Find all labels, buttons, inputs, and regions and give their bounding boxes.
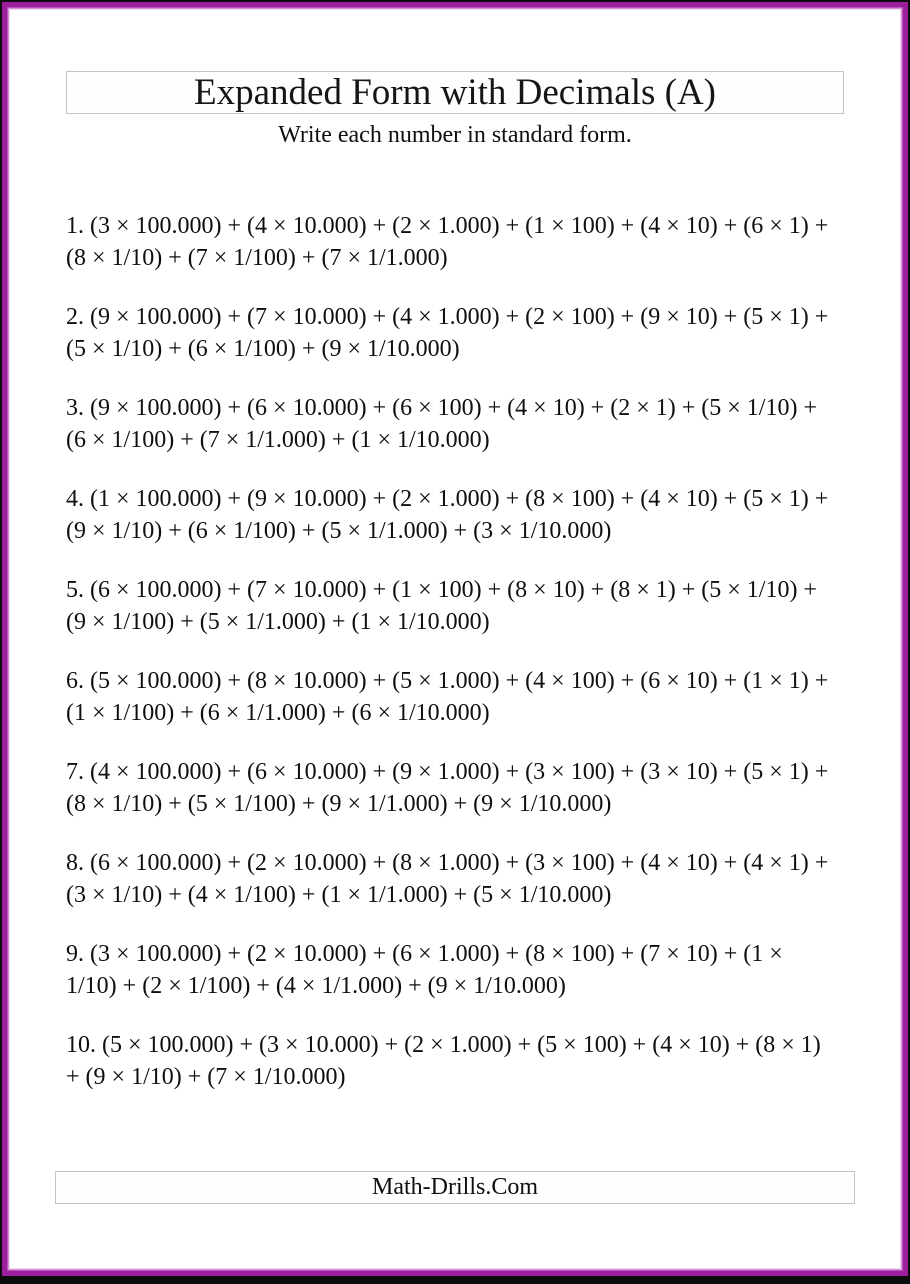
problem-5 — [66, 574, 858, 638]
problem-3 — [66, 392, 858, 456]
problem-line: 1/10) + (2 × 1/100) + (4 × 1/1.000) + (9 × 1/10.000) — [66, 973, 566, 999]
problem-line: (9 × 1/100) + (5 × 1/1.000) + (1 × 1/10.000) — [66, 609, 490, 635]
problem-line: (8 × 1/10) + (7 × 1/100) + (7 × 1/1.000) — [66, 245, 448, 271]
problem-line: (5 × 1/10) + (6 × 1/100) + (9 × 1/10.000) — [66, 336, 460, 362]
problem-line: + (9 × 1/10) + (7 × 1/10.000) — [66, 1064, 346, 1090]
problem-line: (3 × 1/10) + (4 × 1/100) + (1 × 1/1.000) + (5 × 1/10.000) — [66, 882, 612, 908]
problem-9 — [66, 938, 858, 1002]
problem-line: 8. (6 × 100.000) + (2 × 10.000) + (8 × 1.000) + (3 × 100) + (4 × 10) + (4 × 1) + — [66, 850, 829, 876]
problem-list — [66, 210, 858, 1093]
problem-line: (1 × 1/100) + (6 × 1/1.000) + (6 × 1/10.000) — [66, 700, 490, 726]
footer-brand: Math-Drills.Com — [372, 1174, 538, 1200]
instructions-text: Write each number in standard form. — [278, 122, 632, 148]
problem-line: 9. (3 × 100.000) + (2 × 10.000) + (6 × 1.000) + (8 × 100) + (7 × 10) + (1 × — [66, 941, 783, 967]
problem-8 — [66, 847, 858, 911]
problem-1 — [66, 210, 858, 274]
problem-7 — [66, 756, 858, 820]
problem-10 — [66, 1029, 858, 1093]
problem-6 — [66, 665, 858, 729]
page-title: Expanded Form with Decimals (A) — [194, 72, 716, 113]
problem-line: 4. (1 × 100.000) + (9 × 10.000) + (2 × 1.000) + (8 × 100) + (4 × 10) + (5 × 1) + — [66, 486, 829, 512]
problem-line: (6 × 1/100) + (7 × 1/1.000) + (1 × 1/10.000) — [66, 427, 490, 453]
problem-line: 7. (4 × 100.000) + (6 × 10.000) + (9 × 1.000) + (3 × 100) + (3 × 10) + (5 × 1) + — [66, 759, 829, 785]
title-box — [66, 71, 844, 114]
problem-line: (9 × 1/10) + (6 × 1/100) + (5 × 1/1.000) + (3 × 1/10.000) — [66, 518, 612, 544]
problem-line: 1. (3 × 100.000) + (4 × 10.000) + (2 × 1.000) + (1 × 100) + (4 × 10) + (6 × 1) + — [66, 213, 829, 239]
problem-line: 5. (6 × 100.000) + (7 × 10.000) + (1 × 100) + (8 × 10) + (8 × 1) + (5 × 1/10) + — [66, 577, 817, 603]
problem-line: 2. (9 × 100.000) + (7 × 10.000) + (4 × 1.000) + (2 × 100) + (9 × 10) + (5 × 1) + — [66, 304, 829, 330]
problem-line: 6. (5 × 100.000) + (8 × 10.000) + (5 × 1.000) + (4 × 100) + (6 × 10) + (1 × 1) + — [66, 668, 829, 694]
worksheet-page — [2, 2, 908, 1276]
problem-line: (8 × 1/10) + (5 × 1/100) + (9 × 1/1.000) + (9 × 1/10.000) — [66, 791, 612, 817]
problem-line: 10. (5 × 100.000) + (3 × 10.000) + (2 × 1.000) + (5 × 100) + (4 × 10) + (8 × 1) — [66, 1032, 821, 1058]
problem-2 — [66, 301, 858, 365]
problem-line: 3. (9 × 100.000) + (6 × 10.000) + (6 × 100) + (4 × 10) + (2 × 1) + (5 × 1/10) + — [66, 395, 817, 421]
footer-box — [55, 1171, 855, 1204]
problem-4 — [66, 483, 858, 547]
